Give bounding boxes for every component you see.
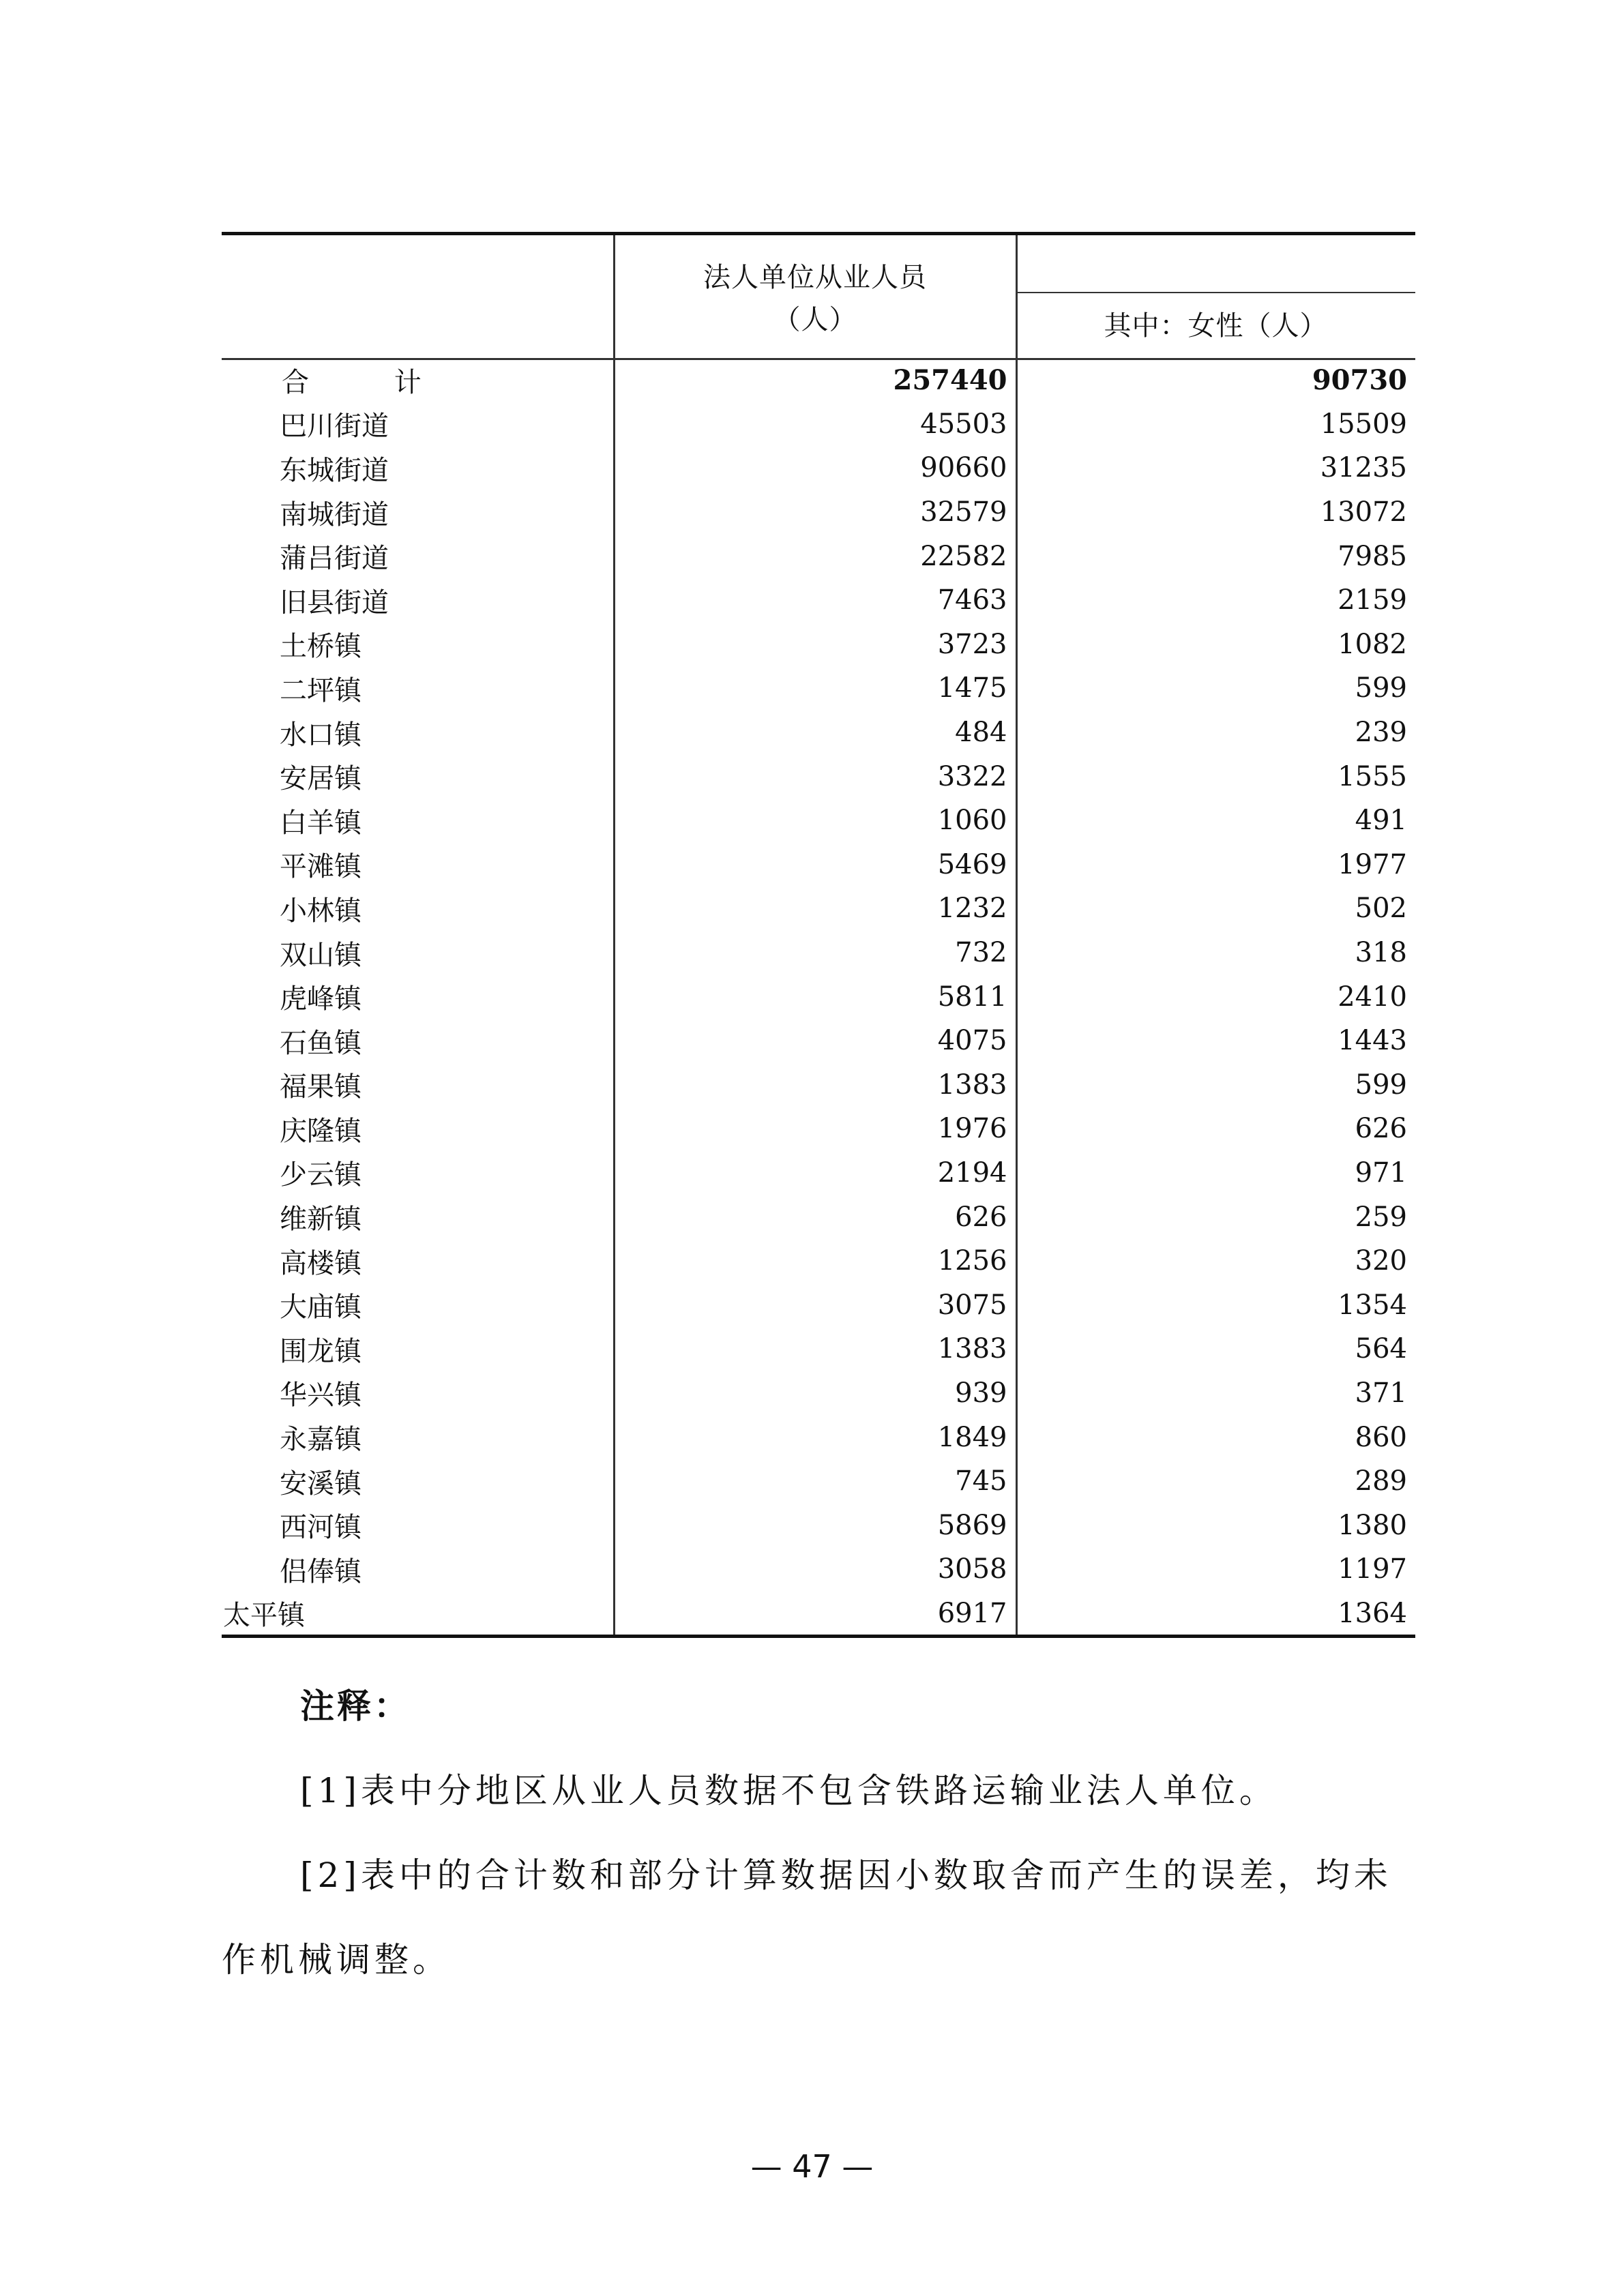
female-cell: 15509 [1320, 408, 1407, 440]
table-row [222, 623, 1415, 667]
region-name-cell: 土桥镇 [222, 623, 614, 667]
table-row [222, 534, 1415, 578]
female-cell: 1197 [1338, 1553, 1407, 1585]
female-cell: 2159 [1338, 584, 1407, 616]
region-name-cell: 庆隆镇 [222, 1107, 614, 1151]
employees-cell: 484 [614, 711, 1016, 755]
region-name-cell: 小林镇 [222, 886, 614, 931]
table-row [222, 799, 1415, 843]
employees-cell: 90660 [614, 446, 1016, 490]
employees-cell: 7463 [614, 578, 1016, 623]
table-bottom-rule [222, 1635, 1415, 1638]
female-cell: 31235 [1320, 452, 1407, 484]
employees-cell: 45503 [614, 402, 1016, 447]
table-row [222, 1063, 1415, 1107]
table-row [222, 711, 1415, 755]
header-separator [222, 358, 1415, 360]
header-employees-unit: （人） [773, 304, 857, 336]
table-row [222, 1592, 1415, 1636]
region-name-cell: 安溪镇 [222, 1459, 614, 1504]
employees-cell: 32579 [614, 490, 1016, 535]
region-name-cell: 石鱼镇 [222, 1019, 614, 1063]
female-cell: 599 [1355, 1069, 1407, 1101]
header-employees-line1: 法人单位从业人员 [703, 262, 927, 293]
female-cell: 1082 [1338, 628, 1407, 660]
female-cell: 2410 [1338, 981, 1407, 1013]
table-row [222, 1283, 1415, 1327]
table-row [222, 1415, 1415, 1459]
table-row [222, 843, 1415, 887]
table-row [222, 1195, 1415, 1239]
table-row [222, 886, 1415, 931]
female-cell: 502 [1355, 893, 1407, 925]
region-name-cell: 二坪镇 [222, 666, 614, 711]
female-cell: 259 [1355, 1201, 1407, 1233]
female-cell: 13072 [1320, 496, 1407, 528]
female-cell: 1380 [1338, 1509, 1407, 1541]
female-cell: 1555 [1338, 760, 1407, 792]
notes-section [222, 1664, 1415, 2002]
table-row [222, 490, 1415, 535]
table-row [222, 1371, 1415, 1416]
table-row [222, 578, 1415, 623]
employees-cell: 5811 [614, 974, 1016, 1019]
female-cell: 564 [1355, 1333, 1407, 1365]
employees-cell: 3058 [614, 1547, 1016, 1592]
employees-cell: 3723 [614, 623, 1016, 667]
table-total-row [222, 358, 1415, 402]
employees-cell: 939 [614, 1371, 1016, 1416]
region-name-cell: 双山镇 [222, 931, 614, 975]
female-cell: 491 [1355, 805, 1407, 837]
header-employees-label [614, 256, 1016, 341]
table-row [222, 1547, 1415, 1592]
employees-cell: 2194 [614, 1151, 1016, 1195]
female-cell: 599 [1355, 672, 1407, 704]
employees-cell: 1256 [614, 1239, 1016, 1283]
employees-cell: 1383 [614, 1327, 1016, 1371]
employees-cell: 1060 [614, 799, 1016, 843]
region-name-cell: 平滩镇 [222, 843, 614, 887]
region-name-cell: 水口镇 [222, 711, 614, 755]
employees-cell: 732 [614, 931, 1016, 975]
region-name-cell: 旧县街道 [222, 578, 614, 623]
region-name-cell: 高楼镇 [222, 1239, 614, 1283]
region-name-cell: 东城街道 [222, 446, 614, 490]
table-row [222, 1019, 1415, 1063]
region-name-cell: 大庙镇 [222, 1283, 614, 1327]
table-row [222, 666, 1415, 711]
employees-cell: 1976 [614, 1107, 1016, 1151]
female-cell: 1364 [1338, 1597, 1407, 1629]
employees-cell: 3075 [614, 1283, 1016, 1327]
region-name-cell: 白羊镇 [222, 799, 614, 843]
female-cell: 90730 [1312, 363, 1407, 396]
region-name-cell: 太平镇 [222, 1592, 614, 1636]
region-name-cell: 围龙镇 [222, 1327, 614, 1371]
region-name-cell: 巴川街道 [222, 402, 614, 447]
employees-cell: 745 [614, 1459, 1016, 1504]
region-name-cell: 南城街道 [222, 490, 614, 535]
employees-cell: 1232 [614, 886, 1016, 931]
female-cell: 318 [1355, 937, 1407, 969]
female-cell: 971 [1355, 1157, 1407, 1189]
female-cell: 1354 [1338, 1289, 1407, 1321]
employees-cell: 1475 [614, 666, 1016, 711]
region-name-cell: 永嘉镇 [222, 1415, 614, 1459]
note-2: [2]表中的合计数和部分计算数据因小数取舍而产生的误差，均未作机械调整。 [222, 1855, 1392, 1980]
table-row [222, 1151, 1415, 1195]
female-cell: 371 [1355, 1377, 1407, 1409]
employees-cell: 22582 [614, 534, 1016, 578]
employees-cell: 1383 [614, 1063, 1016, 1107]
region-name-cell: 安居镇 [222, 754, 614, 799]
region-name-cell: 侣俸镇 [222, 1547, 614, 1592]
female-cell: 320 [1355, 1245, 1407, 1277]
header-female-label: 其中：女性（人） [1104, 310, 1328, 342]
table-body [222, 358, 1415, 1635]
region-name-cell: 维新镇 [222, 1195, 614, 1239]
table-row [222, 1239, 1415, 1283]
table-row [222, 1459, 1415, 1504]
table-row [222, 1327, 1415, 1371]
employees-cell: 257440 [614, 358, 1016, 402]
employees-cell: 1849 [614, 1415, 1016, 1459]
employees-cell: 3322 [614, 754, 1016, 799]
table-row [222, 1503, 1415, 1547]
header-region-cell [222, 232, 614, 358]
female-cell: 289 [1355, 1465, 1407, 1497]
table-row [222, 974, 1415, 1019]
table-row [222, 402, 1415, 447]
region-name-cell: 合 计 [222, 358, 614, 402]
employees-cell: 626 [614, 1195, 1016, 1239]
female-cell: 626 [1355, 1113, 1407, 1145]
region-name-cell: 西河镇 [222, 1503, 614, 1547]
header-subdivider [1016, 292, 1415, 293]
employees-cell: 5869 [614, 1503, 1016, 1547]
region-name-cell: 华兴镇 [222, 1371, 614, 1416]
employees-cell: 5469 [614, 843, 1016, 887]
region-name-cell: 蒲吕街道 [222, 534, 614, 578]
region-name-cell: 少云镇 [222, 1151, 614, 1195]
employees-cell: 6917 [614, 1592, 1016, 1636]
region-name-cell: 虎峰镇 [222, 974, 614, 1019]
region-name-cell: 福果镇 [222, 1063, 614, 1107]
notes-title: 注释： [300, 1686, 411, 1726]
table-row [222, 931, 1415, 975]
female-cell: 239 [1355, 717, 1407, 749]
page-number: — 47 — [750, 2148, 874, 2185]
employees-cell: 4075 [614, 1019, 1016, 1063]
table-row [222, 1107, 1415, 1151]
table-row [222, 754, 1415, 799]
female-cell: 1977 [1338, 848, 1407, 880]
female-cell: 7985 [1338, 540, 1407, 572]
female-cell: 1443 [1338, 1025, 1407, 1057]
female-cell: 860 [1355, 1421, 1407, 1453]
note-1: [1]表中分地区从业人员数据不包含铁路运输业法人单位。 [300, 1771, 1278, 1810]
employees-table [222, 232, 1415, 1635]
table-row [222, 446, 1415, 490]
